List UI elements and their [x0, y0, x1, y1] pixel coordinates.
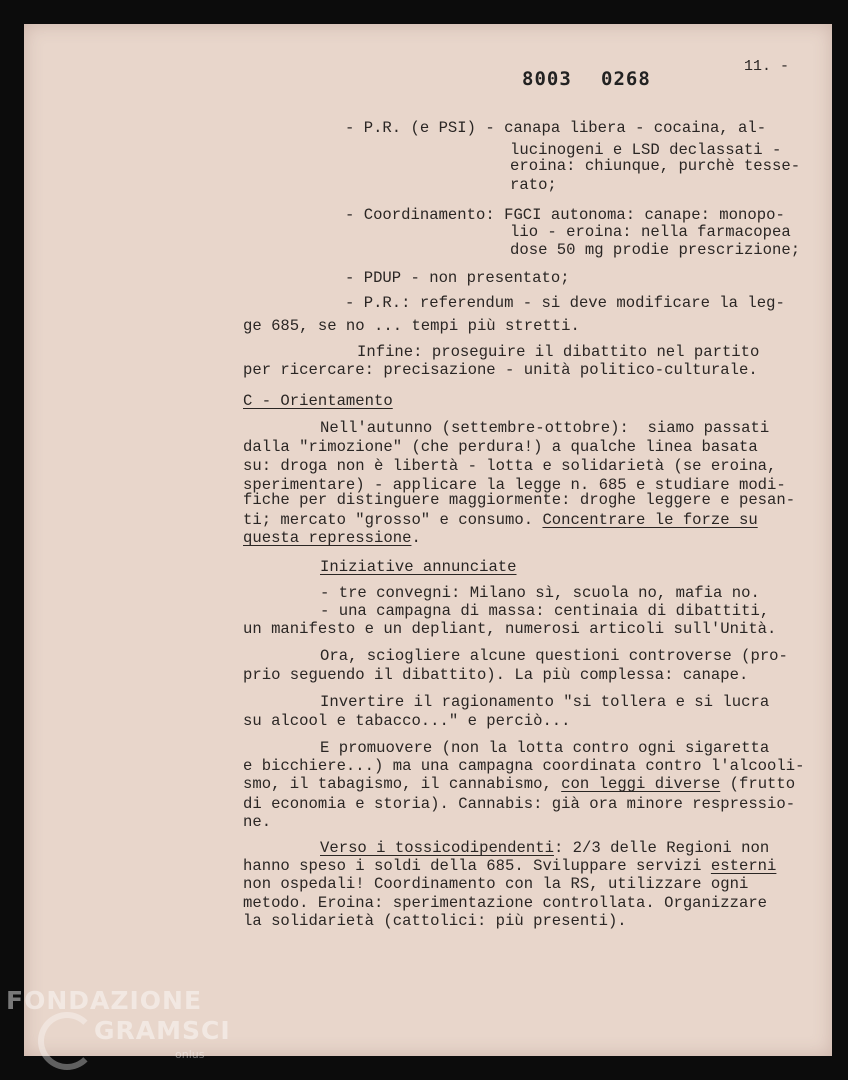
underlined-phrase: esterni — [710, 857, 777, 875]
text-line: Infine: proseguire il dibattito nel partito — [357, 343, 760, 361]
gramsci-logo-icon — [38, 1012, 96, 1070]
text-line: - P.R. (e PSI) - canapa libera - cocaina, al- — [345, 119, 767, 137]
text-line: su alcool e tabacco..." e perciò... — [243, 712, 571, 730]
text-line: - tre convegni: Milano sì, scuola no, mafia no. — [320, 584, 760, 602]
text-line: ti; mercato "grosso" e consumo. Concentrare le forze su — [243, 511, 758, 529]
text-line: - una campagna di massa: centinaia di dibattiti, — [320, 602, 770, 620]
text-line: questa repressione. — [243, 529, 421, 547]
text-line: dose 50 mg prodie prescrizione; — [510, 241, 801, 259]
subheading: Iniziative annunciate — [320, 558, 517, 576]
text-line: Nell'autunno (settembre-ottobre): siamo passati — [320, 419, 770, 437]
text-line: - P.R.: referendum - si deve modificare la leg- — [345, 294, 785, 312]
section-heading: C - Orientamento — [243, 392, 393, 410]
text-line: Invertire il ragionamento "si tollera e si lucra — [320, 693, 770, 711]
text-line: smo, il tabagismo, il cannabismo, con leggi diverse (frutto — [243, 775, 796, 793]
archive-stamp-left: 8003 — [522, 68, 572, 90]
text-line: Ora, sciogliere alcune questioni controverse (pro- — [320, 647, 788, 665]
text-line: sperimentare) - applicare la legge n. 685 e studiare modi- — [243, 476, 786, 494]
text-line: prio seguendo il dibattito). La più complessa: canape. — [243, 666, 749, 684]
text-line: la solidarietà (cattolici: più presenti). — [243, 912, 627, 930]
archive-stamp-right: 0268 — [601, 68, 651, 90]
text-line: rato; — [510, 176, 557, 194]
text-line: e bicchiere...) ma una campagna coordinata contro l'alcooli- — [243, 757, 805, 775]
page-number: 11. - — [744, 58, 790, 75]
text-line: ne. — [243, 813, 272, 831]
text-line: non ospedali! Coordinamento con la RS, utilizzare ogni — [243, 875, 749, 893]
underlined-phrase: Verso i tossicodipendenti — [320, 839, 554, 857]
text-line: eroina: chiunque, purchè tesse- — [510, 157, 801, 175]
text-line: lio - eroina: nella farmacopea — [510, 223, 791, 241]
underlined-phrase: Concentrare le forze su — [542, 511, 758, 529]
text-line: su: droga non è libertà - lotta e solidarietà (se eroina, — [243, 457, 777, 475]
underlined-phrase: con leggi diverse — [561, 775, 721, 793]
text-line: hanno speso i soldi della 685. Sviluppare servizi esterni — [243, 857, 777, 875]
watermark-logo-sub: onlus — [175, 1048, 205, 1061]
text-line: lucinogeni e LSD declassati - — [510, 141, 782, 159]
text-line: E promuovere (non la lotta contro ogni sigaretta — [320, 739, 770, 757]
text-line: dalla "rimozione" (che perdura!) a qualche linea basata — [243, 438, 758, 456]
text-line: un manifesto e un depliant, numerosi articoli sull'Unità. — [243, 620, 777, 638]
text-line: fiche per distinguere maggiormente: droghe leggere e pesan- — [243, 491, 796, 509]
text-line: Verso i tossicodipendenti: 2/3 delle Regioni non — [320, 839, 770, 857]
text-line: ge 685, se no ... tempi più stretti. — [243, 317, 580, 335]
text-line: metodo. Eroina: sperimentazione controllata. Organizzare — [243, 894, 768, 912]
underlined-phrase: questa repressione — [243, 529, 412, 547]
text-line: per ricercare: precisazione - unità politico-culturale. — [243, 361, 758, 379]
text-line: di economia e storia). Cannabis: già ora minore respressio- — [243, 795, 796, 813]
watermark-logo-line2: GRAMSCI — [94, 1016, 231, 1045]
text-line: - Coordinamento: FGCI autonoma: canape: monopo- — [345, 206, 785, 224]
text-line: - PDUP - non presentato; — [345, 269, 570, 287]
watermark-logo-line1: FONDAZIONE — [6, 986, 203, 1015]
